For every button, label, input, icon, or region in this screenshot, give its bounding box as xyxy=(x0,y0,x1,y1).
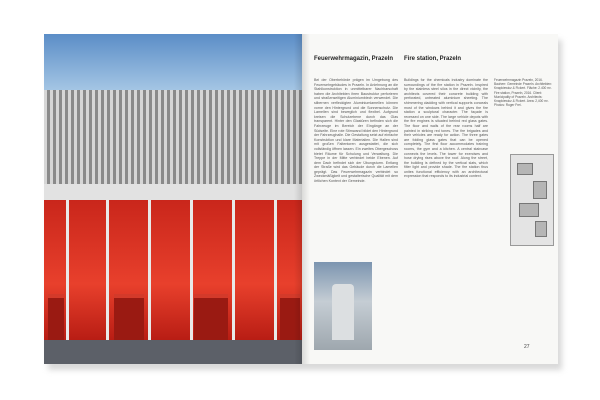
glass-door-frame xyxy=(190,200,193,340)
plan-building xyxy=(519,203,539,217)
red-vehicle-hall xyxy=(44,200,302,340)
body-text-english: Buildings for the chemicals industry dominate the surroundings of the fire station in Prazeln. Inspired by the stainless steel silos in the direct vicinity, the architects covered their concrete building with perforated, untreated aluminium sheeting. The shimmering cladding with vertical supports conceals most of the windows behind it and gives the fire station a sculptural character. The façade is recessed on one side. The large vehicle depots with the fire engines is situated behind red glass gates. The floor and walls of the rear rooms half are painted in striking red tones. The fire brigades and their vehicles are ready for action. The three gates are folding glass gates that can be opened completely. The first floor accommodates training rooms, the gym and a kitchen. A central staircase connects the levels. The tower for exercises and hose drying rises above the roof. Along the street, the building is defined by the vertical slats, which filter light and provide shade. The fire station thus unites functional efficiency with an architectural expression that responds to its industrial context. xyxy=(404,78,488,179)
fire-truck xyxy=(194,294,228,340)
book-spread xyxy=(44,34,558,364)
glass-door-frame xyxy=(148,200,151,340)
glass-door-frame xyxy=(274,200,277,340)
page-number: 27 xyxy=(524,344,530,350)
aluminium-louvers xyxy=(44,90,302,188)
sky xyxy=(44,34,302,94)
plan-building xyxy=(517,163,533,175)
book-gutter xyxy=(294,34,310,364)
body-text-german: Bei der Oberbehörde prägen im Umgebung des Feuerwehrgebäudes in Prazeln. In Anlehnung an die Stahlkonstruktion in unmittelbarer Nachbarschaft haben die Architekten ihren Baustruktur perforieren und straßenseitigen Aluminiumblech verwendet. Die silbernen verfleckigten Aluminiumlamellen können vorne den Hintergrund und die Sonnenschutz. Die Lamellen sind beweglich und flexibel. Aufgrund kreisen die Schutzebene durch das Glas transparent. Hinter den Glastüren befinden sich die Fahrzeuge im Bereich der Eingänge an der Südseite. Eine rote Stirnwand bildet den Hintergrund der Fahrzeughalle. Die Gestaltung setzt auf einfache Konstruktion und klare Materialien. Die Hallen sind mit großen Faltentoren ausgestattet, die sich vollständig öffnen lassen. Ein zweites Obergeschoss bietet Räume für Schulung und Verwaltung. Die Treppe in der Mitte verbindet beide Ebenen. Auf dem Dach befindet sich der Übungsturm. Entlang der Straße wird das Gebäude durch die Lamellen geprägt. Das Feuerwehrmagazin verbindet so Zweckmäßigkeit und gestalterische Qualität mit dem örtlichen Kontext der Gemeinde. xyxy=(314,78,398,184)
plan-building xyxy=(535,221,547,237)
silo-photo xyxy=(314,262,372,350)
plan-building xyxy=(533,181,547,199)
fire-truck xyxy=(114,294,144,340)
project-notes: Feuerwehrmagazin Prazeln, 2016. Bauherr: Gemeinde Prazeln. Architekten: Knapkiewicz & Fickert. Fläche: 2.400 m². Fire station, Prazeln, 2016. Client: Municipality of Prazeln. Architects: Knapkiewicz & Fickert. Area: 2,400 m². Photos: Roger Frei. xyxy=(494,78,552,108)
heading-english: Fire station, Prazeln xyxy=(404,56,462,62)
glass-door-frame xyxy=(232,200,235,340)
fire-truck xyxy=(48,294,64,340)
glass-door-frame xyxy=(66,200,69,340)
fire-station-photo xyxy=(44,34,302,364)
forecourt xyxy=(44,340,302,364)
steel-silo xyxy=(332,284,354,340)
site-plan xyxy=(510,154,554,246)
heading-german: Feuerwehrmagazin, Prazeln xyxy=(314,56,394,62)
right-page xyxy=(302,34,558,364)
glass-door-frame xyxy=(106,200,109,340)
left-page xyxy=(44,34,302,364)
